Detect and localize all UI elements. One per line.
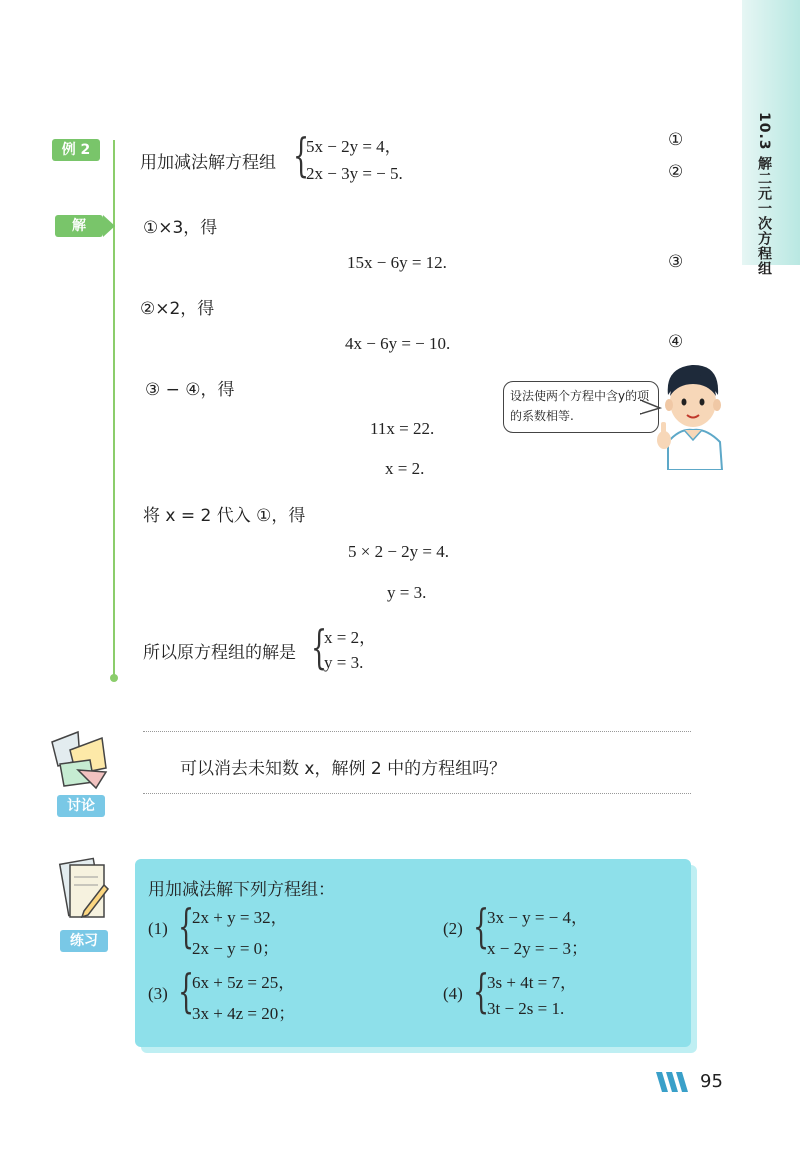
practice-1-eq-b: 2x − y = 0； bbox=[192, 939, 280, 958]
example-eq2: 2x − 3y = − 5. bbox=[306, 164, 403, 183]
practice-1-brace: { bbox=[178, 899, 195, 953]
practice-3-label: (3) bbox=[148, 984, 168, 1003]
discussion-top-rule bbox=[143, 731, 691, 732]
timeline-end-dot bbox=[110, 674, 118, 682]
practice-3-brace: { bbox=[178, 964, 195, 1018]
step-2: ②×2，得 bbox=[140, 299, 215, 319]
discussion-text: 可以消去未知数 x，解例 2 中的方程组吗？ bbox=[180, 759, 507, 779]
mark-4: ④ bbox=[668, 332, 684, 352]
eq-6: x = 2. bbox=[385, 459, 425, 478]
example-prompt: 用加减法解方程组 bbox=[140, 153, 276, 173]
hint-text: 设法使两个方程中含y的项的系数相等. bbox=[510, 389, 650, 423]
practice-4-eq-b: 3t − 2s = 1. bbox=[487, 999, 565, 1018]
step-3: ③ − ④，得 bbox=[145, 380, 235, 400]
example-tag: 例 2 bbox=[52, 139, 100, 161]
step-1: ①×3，得 bbox=[143, 218, 218, 238]
answer-x: x = 2， bbox=[324, 628, 377, 647]
practice-4-label: (4) bbox=[443, 984, 463, 1003]
practice-3-eq-a: 6x + 5z = 25， bbox=[192, 973, 296, 992]
mark-3: ③ bbox=[668, 252, 684, 272]
student-avatar-icon bbox=[650, 360, 735, 470]
step-4: 将 x = 2 代入 ①，得 bbox=[143, 506, 306, 526]
practice-4-eq-a: 3s + 4t = 7， bbox=[487, 973, 578, 992]
practice-tag: 练习 bbox=[60, 930, 108, 952]
mark-1: ① bbox=[668, 130, 684, 150]
example-eq1: 5x − 2y = 4， bbox=[306, 137, 402, 156]
solution-tag-arrow bbox=[103, 215, 115, 237]
eq-4: 4x − 6y = − 10. bbox=[345, 334, 451, 353]
discussion-bottom-rule bbox=[143, 793, 691, 794]
practice-1-eq-a: 2x + y = 32， bbox=[192, 908, 288, 927]
practice-4-brace: { bbox=[473, 964, 490, 1018]
eq-5: 11x = 22. bbox=[370, 419, 435, 438]
practice-2-eq-a: 3x − y = − 4， bbox=[487, 908, 589, 927]
practice-2-label: (2) bbox=[443, 919, 463, 938]
eq-3: 15x − 6y = 12. bbox=[347, 253, 447, 272]
answer-y: y = 3. bbox=[324, 653, 364, 672]
discussion-shapes-icon bbox=[50, 730, 110, 790]
practice-2-eq-b: x − 2y = − 3； bbox=[487, 939, 589, 958]
practice-2-brace: { bbox=[473, 899, 490, 953]
discussion-tag: 讨论 bbox=[57, 795, 105, 817]
eq-7: 5 × 2 − 2y = 4. bbox=[348, 542, 450, 561]
example-brace: { bbox=[293, 128, 310, 182]
practice-intro: 用加减法解下列方程组： bbox=[148, 880, 335, 900]
page-stripes-icon bbox=[656, 1072, 696, 1092]
answer-brace: { bbox=[311, 620, 328, 674]
eq-8: y = 3. bbox=[387, 583, 427, 602]
solution-tag: 解 bbox=[55, 215, 103, 237]
practice-1-label: (1) bbox=[148, 919, 168, 938]
conclusion: 所以原方程组的解是 bbox=[143, 643, 296, 663]
page-number: 95 bbox=[700, 1071, 723, 1092]
practice-notebook-icon bbox=[58, 855, 110, 925]
practice-3-eq-b: 3x + 4z = 20； bbox=[192, 1004, 296, 1023]
chapter-label: 10.3 解二元一次方程组 bbox=[756, 112, 772, 277]
mark-2: ② bbox=[668, 162, 684, 182]
